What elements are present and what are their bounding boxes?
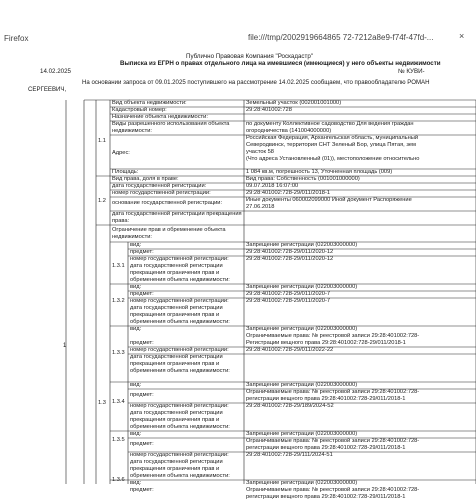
field-label: вид: (130, 326, 142, 332)
field-value: 29:28:401002:728-29/011/2022-22 (246, 347, 334, 353)
field-value: 29:28:401002:728-29/111/2024-51 (246, 452, 333, 458)
field-label: дата государственной регистрации (130, 305, 223, 311)
field-value: участок 58 (246, 149, 274, 155)
field-value: (Что адреса Установленный (01)), местоположение относительно (246, 156, 420, 162)
field-label: предмет: (130, 249, 154, 255)
field-label: Виды разрешенного использования объекта (112, 121, 230, 127)
field-label: номер государственной регистрации: (130, 298, 229, 304)
field-value: Ограничиваемые права: № реестровой записи 29:28:401002:728- (246, 333, 420, 339)
field-label: Вид объекта недвижимости: (112, 100, 187, 106)
field-value: Ограничиваемые права: № реестровой записи 29:28:401002:728- (246, 438, 420, 444)
field-label: Назначение объекта недвижимости: (112, 114, 208, 120)
section-number: 1.2 (98, 198, 106, 204)
section-number: 1.3 (98, 400, 106, 406)
extract-table (66, 92, 476, 500)
field-label: обременения объекта недвижимости: (130, 473, 230, 479)
url-bar[interactable]: file:///tmp/2002919664865 72-7212a8e9-f74f-47fd-... (248, 33, 434, 42)
field-label: прекращения ограничения прав и (130, 361, 220, 367)
field-label: вид: (130, 284, 142, 290)
field-label: недвижимости: (112, 128, 152, 134)
encumbrance-number: 1.3.5 (112, 437, 125, 443)
field-label: прекращения ограничения прав и (130, 417, 220, 423)
field-label: вид: (130, 382, 142, 388)
field-value: Иные документы 060002099000 Иной документ Распоряжение (246, 197, 412, 203)
field-label: Площадь: (112, 169, 139, 175)
field-value: регистрации вещного права 29:28:401002:728-29/011/2018-1 (246, 396, 406, 402)
field-value: 29:28:401002:728-29/011/2020-7 (246, 298, 331, 304)
field-value: Ограничиваемые права: № реестровой записи 29:28:401002:728- (246, 487, 420, 493)
encumbrance-number: 1.3.4 (112, 399, 125, 405)
field-value: Запрещение регистрации (022003000000) (246, 326, 358, 332)
field-label: дата государственной регистрации (130, 410, 223, 416)
field-value: регистрации вещного права 29:28:401002:728-29/011/2018-1 (246, 494, 406, 500)
field-label: дата государственной регистрации прекращения (112, 211, 242, 217)
field-value: огородничества (141004000000) (246, 128, 332, 134)
encumbrance-header: недвижимости: (112, 234, 152, 240)
encumbrance-number: 1.3.1 (112, 263, 125, 269)
field-label: предмет: (130, 340, 154, 346)
field-label: номер государственной регистрации: (130, 347, 229, 353)
field-value: регистрации вещного права 29:28:401002:728-29/011/2018-1 (246, 445, 406, 451)
field-value: 29:28:401002:728-29/011/2020-7 (246, 291, 331, 297)
field-label: дата государственной регистрации: (112, 183, 207, 189)
field-label: предмет: (130, 392, 154, 398)
field-label: номер государственной регистрации: (130, 452, 229, 458)
field-value: Земельный участок (002001001000) (246, 100, 342, 106)
field-value: 27.06.2018 (246, 204, 275, 210)
document-number: № КУВИ- (398, 68, 425, 75)
field-label: Вид права, доля в праве: (112, 176, 179, 182)
field-label: прекращения ограничения прав и (130, 270, 220, 276)
field-label: Адрес: (112, 150, 130, 156)
document-title: Выписка из ЕГРН о правах отдельного лица на имевшиеся (имеющиеся) у него объекты недвижимости (120, 60, 441, 67)
field-value: 29:28:401002:728-29/011/2020-12 (246, 256, 334, 262)
field-value: 29:28:401002:728-29/189/2024-52 (246, 403, 334, 409)
field-value: 1 084 кв.м, погрешность 13, Уточненная площадь (009) (246, 169, 393, 175)
org-name: Публично Правовая Компания "Роскадастр" (186, 53, 313, 60)
field-value: 09.07.2018 16:07:00 (246, 183, 299, 189)
field-label: Кадастровый номер: (112, 107, 167, 113)
close-icon[interactable]: × (459, 31, 465, 41)
row-number-1: 1 (63, 343, 67, 349)
field-value: Ограничиваемые права: № реестровой записи 29:28:401002:728- (246, 389, 420, 395)
field-value: 29:28:401002:728-29/011/2020-12 (246, 249, 334, 255)
encumbrance-number: 1.3.6 (112, 477, 125, 483)
field-label: обременения объекта недвижимости: (130, 277, 230, 283)
intro-text: На основании запроса от 09.01.2025 поступившего на рассмотрение 14.02.2025 сообщаем, что правообладателю РОМАН (82, 79, 430, 86)
field-value: Северодвинск, территория СНТ Зеленый Бор, улица Пятая, зем (246, 142, 416, 148)
field-value: 29:28:401002:728 (246, 107, 292, 113)
field-value: Запрещение регистрации (022003000000) (246, 431, 358, 437)
encumbrance-header: Ограничение прав и обременение объекта (112, 227, 226, 233)
field-label: вид: (130, 480, 142, 486)
document-date: 14.02.2025 (40, 68, 71, 75)
field-value: Запрещение регистрации (022003000000) (246, 480, 358, 486)
field-label: обременения объекта недвижимости: (130, 319, 230, 325)
field-label: номер государственной регистрации: (112, 190, 211, 196)
field-label: номер государственной регистрации: (130, 256, 229, 262)
encumbrance-number: 1.3.3 (112, 350, 125, 356)
field-label: обременения объекта недвижимости: (130, 424, 230, 430)
field-label: вид: (130, 431, 142, 437)
field-label: номер государственной регистрации: (130, 403, 229, 409)
browser-name: Firefox (4, 34, 29, 43)
field-value: Запрещение регистрации (022003000000) (246, 242, 358, 248)
field-label: дата государственной регистрации (130, 263, 223, 269)
field-label: дата государственной регистрации (130, 459, 223, 465)
field-value: 29:28:401002:728-29/011/2018-1 (246, 190, 331, 196)
field-label: вид: (130, 242, 142, 248)
field-value: Запрещение регистрации (022003000000) (246, 284, 358, 290)
field-label: предмет: (130, 441, 154, 447)
field-label: права: (112, 218, 130, 224)
field-label: обременения объекта недвижимости: (130, 368, 230, 374)
field-value: по документу Коллективное садоводство Для ведения граждан (246, 121, 414, 127)
field-value: Регистрации вещного права 29:28:401002:728-29/011/2018-1 (246, 340, 406, 346)
field-label: предмет: (130, 291, 154, 297)
field-value: Вид права: Собственность (001001000000) (246, 176, 360, 182)
field-label: прекращения ограничения прав и (130, 312, 220, 318)
field-value: Российская Федерация, Архангельская область, муниципальный (246, 135, 419, 141)
field-label: основание государственной регистрации: (112, 200, 223, 206)
field-label: прекращения ограничения прав и (130, 466, 220, 472)
field-value: Запрещение регистрации (022003000000) (246, 382, 358, 388)
section-number: 1.1 (98, 138, 106, 144)
encumbrance-number: 1.3.2 (112, 298, 125, 304)
field-label: предмет: (130, 487, 154, 493)
field-label: дата государственной регистрации (130, 354, 223, 360)
intro-text-continued: СЕРГЕЕВИЧ, (28, 86, 67, 93)
